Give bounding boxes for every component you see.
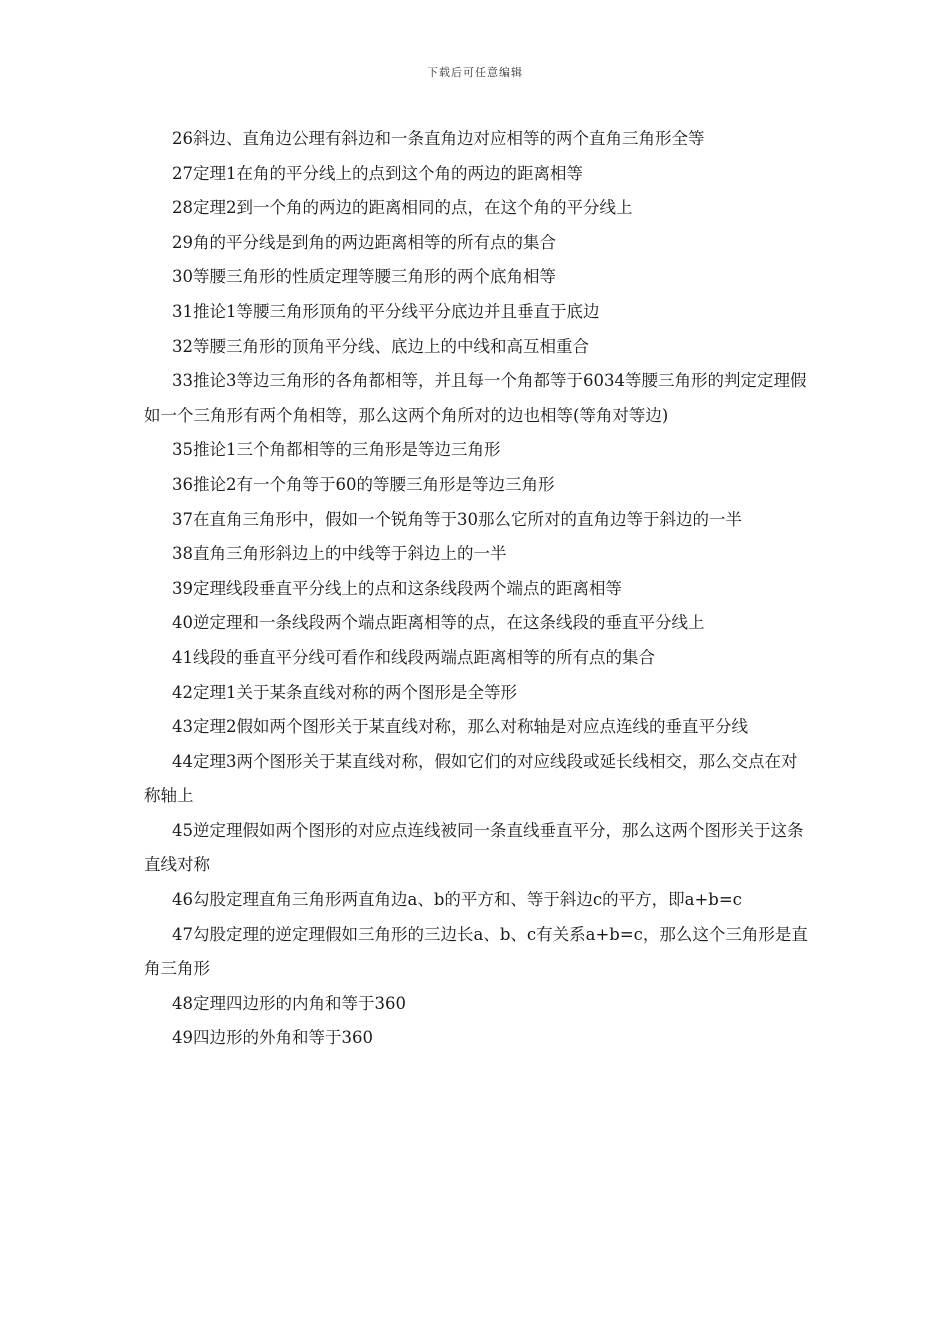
theorem-paragraph: 33推论3等边三角形的各角都相等，并且每一个角都等于6034等腰三角形的判定定理假如一个三角形有两个角相等，那么这两个角所对的边也相等(等角对等边) [144, 371, 807, 425]
theorem-paragraph: 31推论1等腰三角形顶角的平分线平分底边并且垂直于底边 [172, 301, 600, 321]
theorem-paragraph: 32等腰三角形的顶角平分线、底边上的中线和高互相重合 [172, 336, 589, 356]
theorem-paragraph: 49四边形的外角和等于360 [172, 1028, 373, 1048]
theorem-paragraph: 43定理2假如两个图形关于某直线对称，那么对称轴是对应点连线的垂直平分线 [172, 717, 748, 737]
page-header: 下载后可任意编辑 [427, 66, 523, 79]
theorem-paragraph: 47勾股定理的逆定理假如三角形的三边长a、b、c有关系a+b=c，那么这个三角形是直角三角形 [144, 924, 808, 979]
theorem-paragraph: 26斜边、直角边公理有斜边和一条直角边对应相等的两个直角三角形全等 [172, 129, 705, 148]
theorem-paragraph: 38直角三角形斜边上的中线等于斜边上的一半 [172, 544, 507, 564]
theorem-paragraph: 29角的平分线是到角的两边距离相等的所有点的集合 [172, 232, 556, 252]
theorem-paragraph: 44定理3两个图形关于某直线对称，假如它们的对应线段或延长线相交，那么交点在对称轴上 [144, 751, 798, 806]
theorem-paragraph: 42定理1关于某条直线对称的两个图形是全等形 [172, 682, 517, 702]
theorem-paragraph: 37在直角三角形中，假如一个锐角等于30那么它所对的直角边等于斜边的一半 [172, 509, 742, 529]
theorem-paragraph: 40逆定理和一条线段两个端点距离相等的点，在这条线段的垂直平分线上 [172, 613, 705, 633]
theorem-paragraph: 28定理2到一个角的两边的距离相同的点，在这个角的平分线上 [172, 198, 633, 218]
theorem-paragraph: 41线段的垂直平分线可看作和线段两端点距离相等的所有点的集合 [172, 647, 655, 667]
theorem-paragraph: 45逆定理假如两个图形的对应点连线被同一条直线垂直平分，那么这两个图形关于这条直线对称 [144, 820, 804, 875]
theorem-paragraph: 30等腰三角形的性质定理等腰三角形的两个底角相等 [172, 267, 556, 287]
theorem-paragraph: 39定理线段垂直平分线上的点和这条线段两个端点的距离相等 [172, 578, 622, 598]
theorem-paragraph: 35推论1三个角都相等的三角形是等边三角形 [172, 440, 501, 460]
theorem-paragraph: 46勾股定理直角三角形两直角边a、b的平方和、等于斜边c的平方，即a+b=c [172, 890, 742, 910]
theorem-paragraph: 36推论2有一个角等于60的等腰三角形是等边三角形 [172, 474, 555, 494]
theorem-paragraph: 48定理四边形的内角和等于360 [172, 993, 406, 1013]
theorem-paragraph: 27定理1在角的平分线上的点到这个角的两边的距离相等 [172, 163, 583, 183]
document-body [144, 122, 810, 1056]
